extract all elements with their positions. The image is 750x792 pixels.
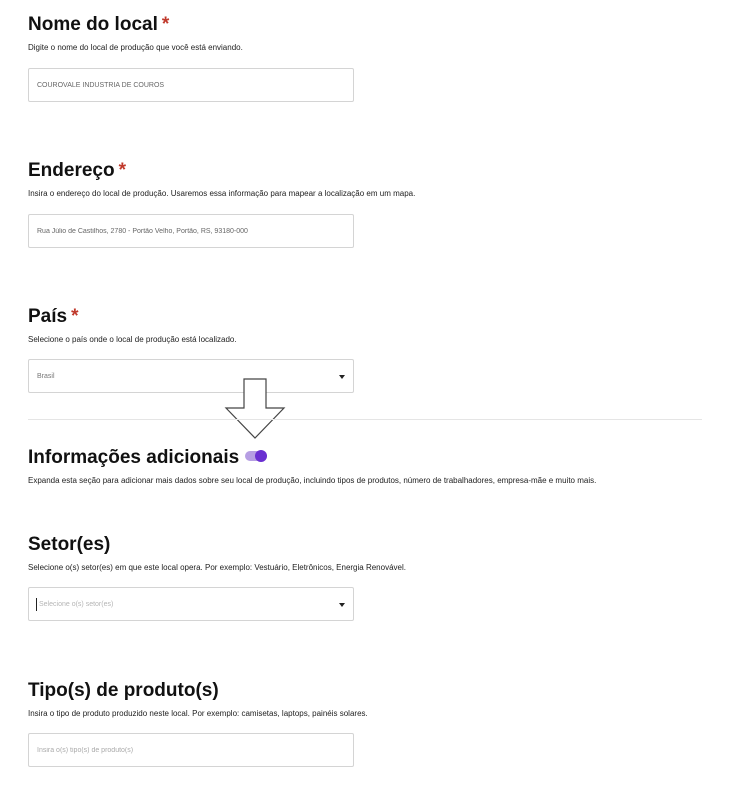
- address-title: Endereço *: [28, 160, 126, 181]
- sectors-section: [28, 534, 718, 608]
- required-asterisk: *: [118, 160, 126, 181]
- country-section: [28, 306, 718, 380]
- address-section: [28, 160, 718, 199]
- additional-info-toggle[interactable]: [245, 451, 267, 461]
- local-name-field: [28, 68, 354, 102]
- sectors-title: Setor(es): [28, 534, 111, 555]
- caret-down-icon: [339, 603, 345, 607]
- down-arrow-icon: [224, 378, 286, 440]
- product-types-input[interactable]: [29, 734, 353, 766]
- toggle-knob: [255, 450, 267, 462]
- caret-down-icon: [339, 375, 345, 379]
- country-description: Selecione o país onde o local de produção está localizado.: [28, 335, 237, 344]
- address-input[interactable]: [29, 215, 353, 247]
- address-description: Insira o endereço do local de produção. Usaremos essa informação para mapear a localização em um mapa.: [28, 189, 416, 198]
- local-name-section: [28, 14, 718, 53]
- product-types-description: Insira o tipo de produto produzido neste local. Por exemplo: camisetas, laptops, painéis solares.: [28, 709, 368, 718]
- sectors-select[interactable]: [28, 587, 354, 621]
- product-types-section: [28, 680, 718, 719]
- sectors-description: Selecione o(s) setor(es) em que este local opera. Por exemplo: Vestuário, Eletrônicos, Energia Renovável.: [28, 563, 406, 572]
- local-name-description: Digite o nome do local de produção que você está enviando.: [28, 43, 243, 52]
- required-asterisk: *: [161, 14, 170, 35]
- product-types-title: Tipo(s) de produto(s): [28, 680, 219, 701]
- text-cursor: [36, 598, 37, 611]
- address-field: [28, 214, 354, 248]
- sectors-placeholder: Selecione o(s) setor(es): [39, 601, 114, 608]
- required-asterisk: *: [71, 306, 79, 327]
- product-types-field: [28, 733, 354, 767]
- country-select[interactable]: [28, 359, 354, 393]
- section-divider: [28, 419, 702, 420]
- additional-info-title: Informações adicionais: [28, 447, 718, 469]
- local-name-input[interactable]: [29, 69, 353, 101]
- country-title: País *: [28, 306, 79, 327]
- additional-info-description: Expanda esta seção para adicionar mais dados sobre seu local de produção, incluindo tipos de produtos, número de trabalhadores, empresa-mãe e muito mais.: [28, 476, 597, 485]
- local-name-title: Nome do local *: [28, 14, 170, 35]
- country-selected-value: Brasil: [37, 373, 55, 380]
- additional-info-section: [28, 447, 718, 486]
